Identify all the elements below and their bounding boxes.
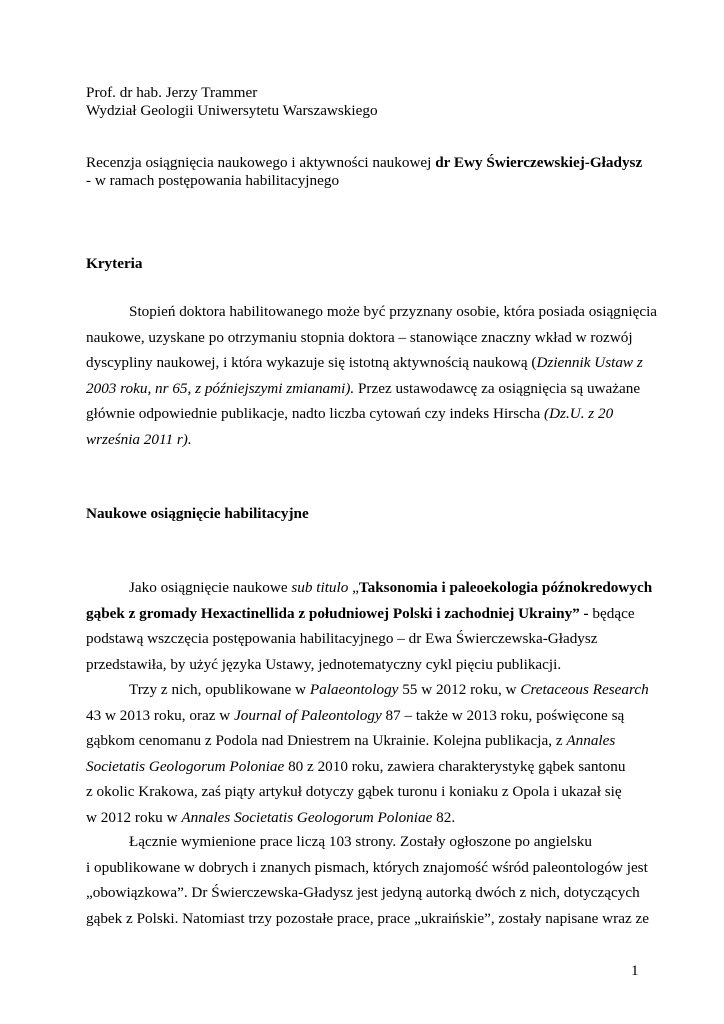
achievement-paragraph-1: Jako osiągnięcie naukowe sub titulo „Taksonomia i paleoekologia późnokredowych gąbek z gromady Hexactinellida z południowej Polski i zachodniej Ukrainy” - będące podstawą wszczęcia postępowania habilitacyjnego – dr Ewa Świerczewska-Gładysz przedstawiła, by użyć języka Ustawy, jednotematyczny cykl pięciu publikacji.	[86, 579, 653, 673]
achievement-paragraph-2: Trzy z nich, opublikowane w Palaeontology 55 w 2012 roku, w Cretaceous Research 43 w 2013 roku, oraz w Journal of Paleontology 87 – także w 2013 roku, poświęcone są gąbkom cenomanu z Podola nad Dniestrem na Ukrainie. Kolejna publikacja, z Annales Societatis Geologorum Poloniae 80 z 2010 roku, zawiera charakterystykę gąbek santonu z okolic Krakowa, zaś piąty artykuł dotyczy gąbek turonu i koniaku z Opola i ukazał się w 2012 roku w Annales Societatis Geologorum Poloniae 82.	[86, 681, 649, 826]
author-affiliation: Wydział Geologii Uniwersytetu Warszawskiego	[86, 102, 378, 119]
achievement-paragraph-3: Łącznie wymienione prace liczą 103 strony. Zostały ogłoszone po angielsku i opublikowane w dobrych i znanych pismach, których znajomość wśród paleontologów jest „obowiązkowa”. Dr Świerczewska-Gładysz jest jedyną autorką dwóch z nich, dotyczących gąbek z Polski. Natomiast trzy pozostałe prace, prace „ukraińskie”, zostały napisane wraz ze	[86, 833, 649, 927]
candidate-name: dr Ewy Świerczewskiej-Gładysz	[435, 154, 643, 171]
section-heading-achievement: Naukowe osiągnięcie habilitacyjne	[86, 505, 309, 522]
review-subject-line-1: Recenzja osiągnięcia naukowego i aktywności naukowej dr Ewy Świerczewskiej-Gładysz	[86, 154, 643, 171]
review-subject-line-2: - w ramach postępowania habilitacyjnego	[86, 172, 340, 189]
page-number: 1	[631, 962, 639, 979]
author-block	[86, 84, 646, 120]
criteria-paragraph: Stopień doktora habilitowanego może być przyznany osobie, która posiada osiągnięcia naukowe, uzyskane po otrzymaniu stopnia doktora – stanowiące znaczny wkład w rozwój dyscypliny naukowej, i która wykazuje się istotną aktywnością naukową (Dziennik Ustaw z 2003 roku, nr 65, z późniejszymi zmianami). Przez ustawodawcę za osiągnięcia są uważane głównie odpowiednie publikacje, nadto liczba cytowań czy indeks Hirscha (Dz.U. z 20 września 2011 r).	[86, 303, 658, 448]
review-subject	[86, 154, 646, 190]
section-heading-criteria: Kryteria	[86, 255, 143, 272]
author-name: Prof. dr hab. Jerzy Trammer	[86, 84, 258, 101]
